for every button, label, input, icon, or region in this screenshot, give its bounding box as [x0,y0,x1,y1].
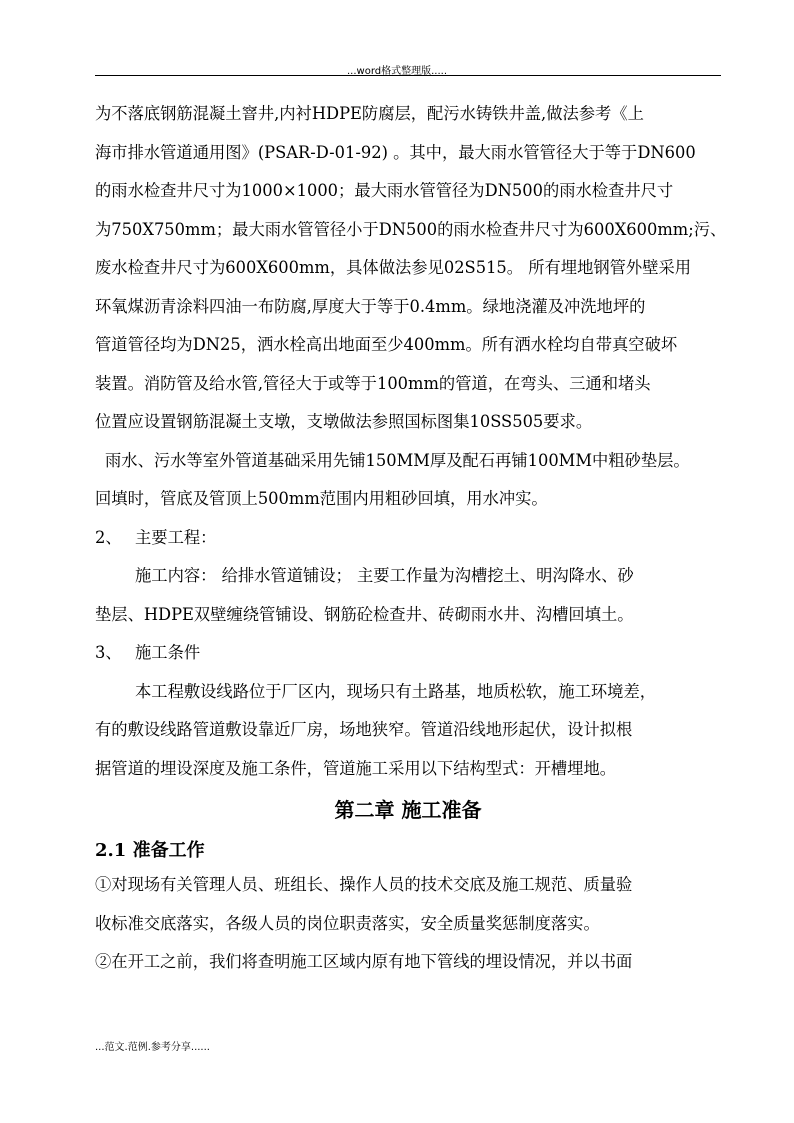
item-number: 2、 [95,527,122,547]
text-line: 雨水、污水等室外管道基础采用先铺150MM厚及配石再铺100MM中粗砂垫层。 [105,450,690,470]
text-line: 施工内容： 给排水管道铺设； 主要工作量为沟槽挖土、明沟降水、砂 [135,566,634,585]
chapter-title: 第二章 施工准备 [334,798,482,822]
text-line: 位置应设置钢筋混凝土支墩，支墩做法参照国标图集10SS505要求。 [95,412,593,431]
text-line: 的雨水检查井尺寸为1000×1000；最大雨水管管径为DN500的雨水检查井尺寸 [95,181,674,200]
text-line: 有的敷设线路管道敷设靠近厂房，场地狭窄。管道沿线地形起伏，设计拟根 [95,720,633,739]
text-line: 据管道的埋设深度及施工条件，管道施工采用以下结构型式：开槽埋地。 [95,758,617,778]
page-footer: ...范文.范例.参考分享...... [95,1042,210,1053]
text-line: 回填时，管底及管顶上500mm范围内用粗砂回填，用水冲实。 [95,489,548,508]
item-heading-2 [95,528,735,548]
item-number: 3、 [95,643,122,662]
section-title: 2.1 准备工作 [95,840,205,861]
document-body [95,104,735,991]
text-line: 收标准交底落实，各级人员的岗位职责落实，安全质量奖惩制度落实。 [95,913,600,933]
text-line: 垫层、HDPE双壁缠绕管铺设、钢筋砼检查井、砖砌雨水井、沟槽回填土。 [95,604,634,624]
text-line: ①对现场有关管理人员、班组长、操作人员的技术交底及施工规范、质量验 [95,875,633,894]
item-title: 施工条件 [135,643,201,662]
item-heading-3 [95,643,735,663]
item-title: 主要工程： [135,527,217,547]
text-line: 本工程敷设线路位于厂区内，现场只有土路基，地质松软，施工环境差， [135,681,657,701]
text-line: 为750X750mm；最大雨水管管径小于DN500的雨水检查井尺寸为600X600mm;污、 [95,219,727,239]
page-header: ...word格式整理版..... [346,66,447,77]
text-line: 装置。消防管及给水管,管径大于或等于100mm的管道，在弯头、三通和堵头 [95,373,651,393]
text-line: 为不落底钢筋混凝土窨井,内衬HDPE防腐层，配污水铸铁井盖,做法参考《上 [95,104,644,123]
header-rule [95,75,721,76]
text-line: 环氧煤沥青涂料四油一布防腐,厚度大于等于0.4mm。绿地浇灌及冲洗地坪的 [95,296,646,316]
text-line: 海市排水管道通用图》(PSAR-D-01-92) 。其中，最大雨水管管径大于等于DN600 [95,142,696,162]
text-line: 废水检查井尺寸为600X600mm，具体做法参见02S515。 所有埋地钢管外壁采用 [95,258,692,277]
text-line: ②在开工之前，我们将查明施工区域内原有地下管线的埋设情况，并以书面 [95,952,633,971]
text-line: 管道管径均为DN25，洒水栓高出地面至少400mm。所有洒水栓均自带真空破坏 [95,335,678,354]
